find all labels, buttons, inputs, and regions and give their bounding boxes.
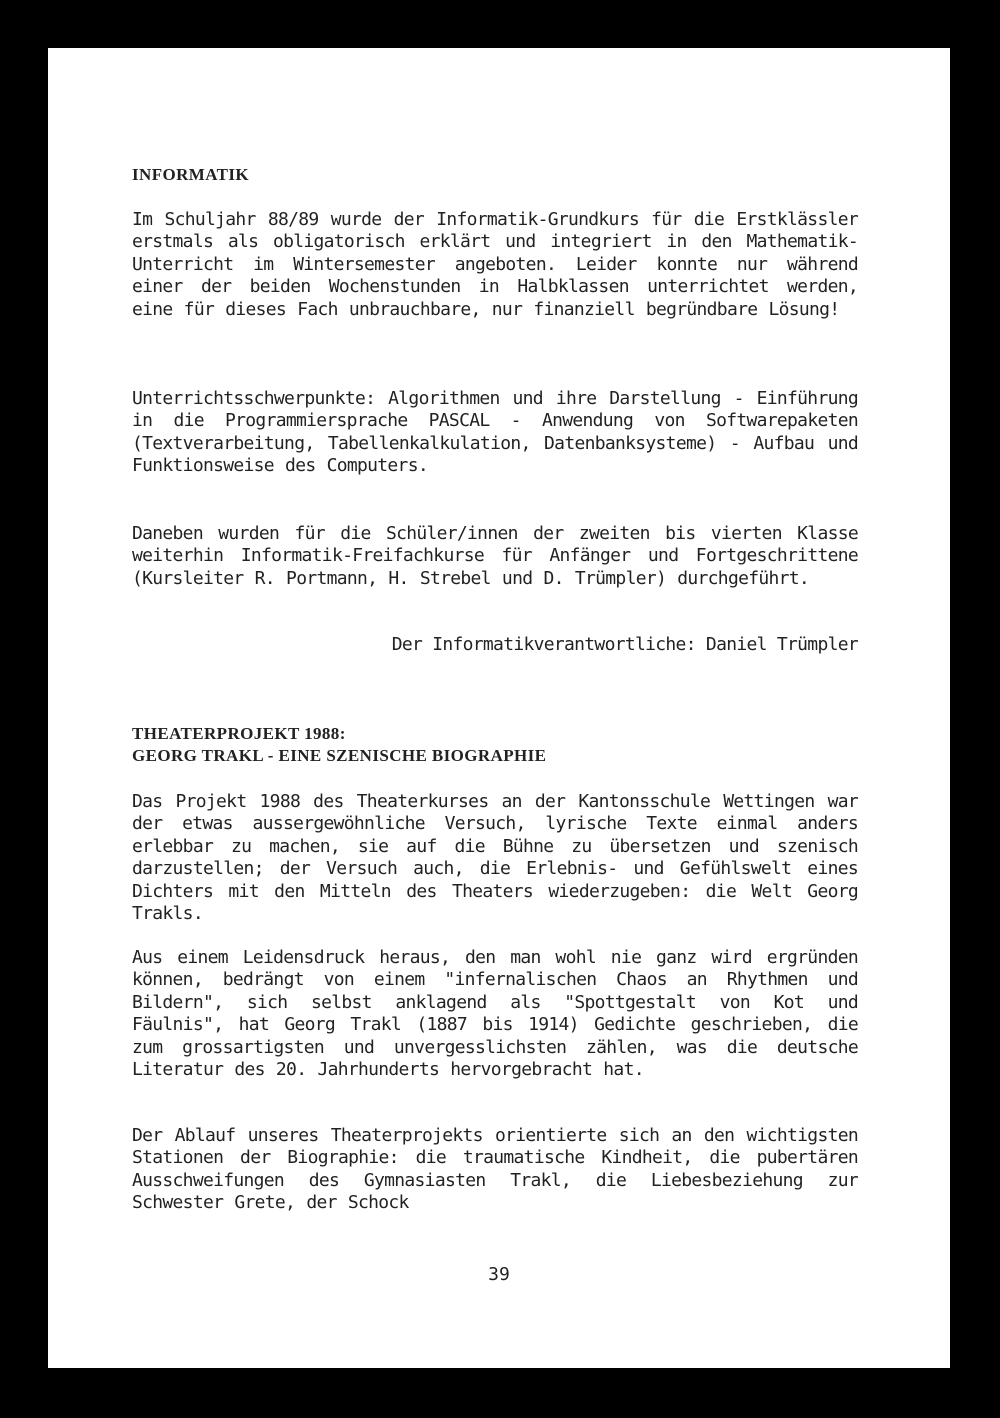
theater-paragraph-3-block [132, 1125, 858, 1215]
theater-heading-line-1: THEATERPROJEKT 1988: [132, 724, 346, 743]
theater-paragraph-2-block [132, 947, 858, 1081]
theater-paragraph-2: Aus einem Leidensdruck heraus, den man wohl nie ganz wird ergründen können, bedrängt von einem "infernalischen Chaos an Rhythmen und Bildern", sich selbst anklagend als "Spottgestalt von Kot und Fäulnis", hat Georg Trakl (1887 bis 1914) Gedichte geschrieben, die zum grossartigsten und unvergesslichsten zählen, was die deutsche Literatur des 20. Jahrhunderts hervorgebracht hat. [132, 947, 858, 1081]
informatik-heading: INFORMATIK [132, 165, 250, 184]
theater-heading-line-2: GEORG TRAKL - EINE SZENISCHE BIOGRAPHIE [132, 746, 547, 766]
theater-section-heading [132, 723, 858, 768]
document-page [48, 48, 950, 1368]
theater-paragraph-3: Der Ablauf unseres Theaterprojekts orientierte sich an den wichtigsten Stationen der Biographie: die traumatische Kindheit, die pubertären Ausschweifungen des Gymnasiasten Trakl, die Liebesbeziehung zur Schwester Grete, der Schock [132, 1125, 858, 1214]
page-number: 39 [488, 1264, 510, 1285]
informatik-paragraph-2-block [132, 388, 858, 478]
theater-paragraph-1-block [132, 791, 858, 925]
informatik-paragraph-3-block [132, 523, 858, 590]
informatik-section [132, 164, 858, 186]
theater-paragraph-1: Das Projekt 1988 des Theaterkurses an der Kantonsschule Wettingen war der etwas aussergewöhnliche Versuch, lyrische Texte einmal anders erlebbar zu machen, sie auf die Bühne zu übersetzen und szenisch darzustellen; der Versuch auch, die Erlebnis- und Gefühlswelt eines Dichters mit den Mitteln des Theaters wiederzugeben: die Welt Georg Trakls. [132, 791, 858, 925]
informatik-paragraph-3: Daneben wurden für die Schüler/innen der zweiten bis vierten Klasse weiterhin Informatik-Freifachkurse für Anfänger und Fortgeschrittene (Kursleiter R. Portmann, H. Strebel und D. Trümpler) durchgeführt. [132, 523, 858, 589]
informatik-signature: Der Informatikverantwortliche: Daniel Trümpler [391, 634, 858, 655]
informatik-paragraph-2: Unterrichtsschwerpunkte: Algorithmen und ihre Darstellung - Einführung in die Programmiersprache PASCAL - Anwendung von Softwarepaketen (Textverarbeitung, Tabellenkalkulation, Datenbanksysteme) - Aufbau und Funktionsweise des Computers. [132, 388, 858, 477]
informatik-paragraph-1: Im Schuljahr 88/89 wurde der Informatik-Grundkurs für die Erstklässler erstmals als obligatorisch erklärt und integriert in den Mathematik-Unterricht im Wintersemester angeboten. Leider konnte nur während einer der beiden Wochenstunden in Halbklassen unterrichtet werden, eine für dieses Fach unbrauchbare, nur finanziell begründbare Lösung! [132, 209, 858, 320]
informatik-paragraph-1-block [132, 209, 858, 321]
